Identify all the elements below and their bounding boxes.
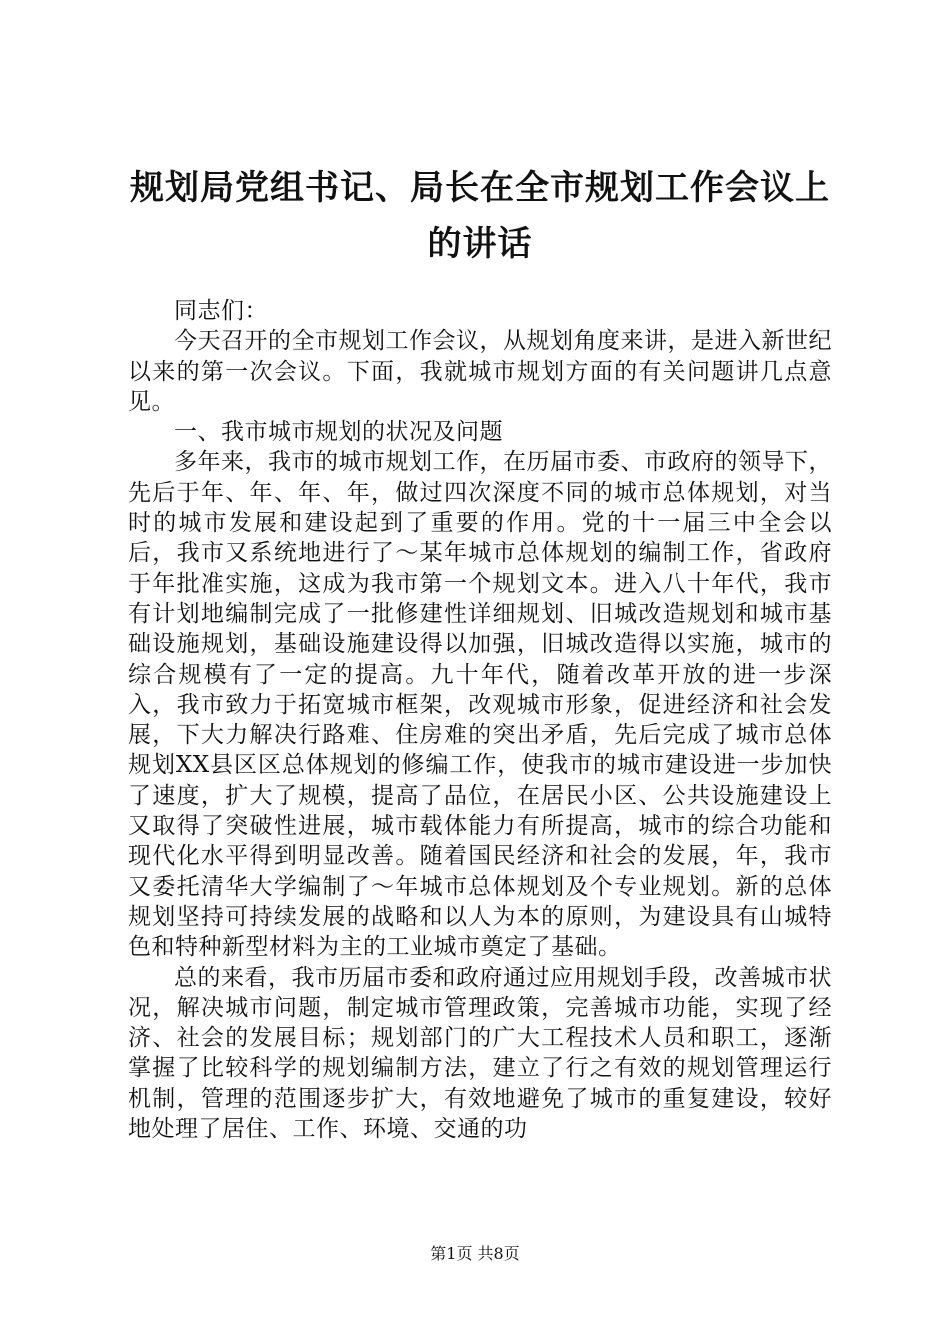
page-number-footer: 第1页 共8页 [430, 1244, 520, 1263]
document-body [128, 296, 832, 1144]
section-heading: 一、我市城市规划的状况及问题 [174, 419, 503, 446]
body-paragraph: 多年来，我市的城市规划工作，在历届市委、市政府的领导下，先后于年、年、年、年，做过四次深度不同的城市总体规划，对当时的城市发展和建设起到了重要的作用。党的十一届三中全会以后，我市又系统地进行了～某年城市总体规划的编制工作，省政府于年批准实施，这成为我市第一个规划文本。进入八十年代，我市有计划地编制完成了一批修建性详细规划、旧城改造规划和城市基础设施规划，基础设施建设得以加强，旧城改造得以实施，城市的综合规模有了一定的提高。九十年代，随着改革开放的进一步深入，我市致力于拓宽城市框架，改观城市形象，促进经济和社会发展，下大力解决行路难、住房难的突出矛盾，先后完成了城市总体规划XX县区区总体规划的修编工作，使我市的城市建设进一步加快了速度，扩大了规模，提高了品位，在居民小区、公共设施建设上又取得了突破性进展，城市载体能力有所提高，城市的综合功能和现代化水平得到明显改善。随着国民经济和社会的发展，年，我市又委托清华大学编制了～年城市总体规划及个专业规划。新的总体规划坚持可持续发展的战略和以人为本的原则，为建设具有山城特色和特种新型材料为主的工业城市奠定了基础。 [128, 449, 832, 961]
body-paragraph: 总的来看，我市历届市委和政府通过应用规划手段，改善城市状况，解决城市问题，制定城市管理政策，完善城市功能，实现了经济、社会的发展目标；规划部门的广大工程技术人员和职工，逐渐掌握了比较科学的规划编制方法，建立了行之有效的规划管理运行机制，管理的范围逐步扩大，有效地避免了城市的重复建设，较好地处理了居住、工作、环境、交通的功 [128, 964, 832, 1143]
document-title: 规划局党组书记、局长在全市规划工作会议上的讲话 [130, 168, 830, 264]
salutation: 同志们： [174, 298, 268, 324]
body-paragraph: 今天召开的全市规划工作会议，从规划角度来讲，是进入新世纪以来的第一次会议。下面，我就城市规划方面的有关问题讲几点意见。 [128, 328, 832, 415]
